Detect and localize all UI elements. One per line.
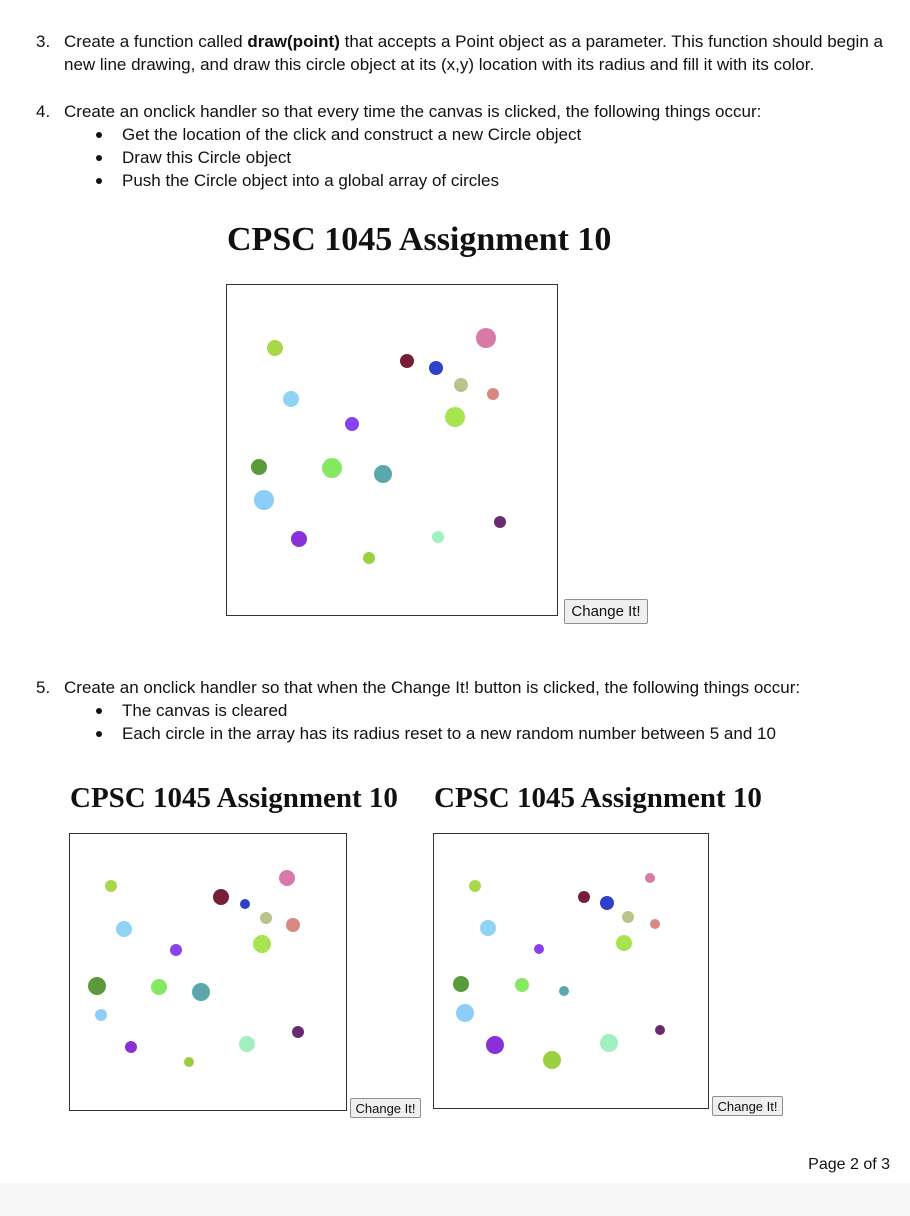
circle-1 — [105, 880, 117, 892]
step-5-bullet-list — [36, 699, 896, 745]
circle-10 — [400, 354, 414, 368]
circle-1 — [469, 880, 481, 892]
page-number: Page 2 of 3 — [808, 1156, 890, 1173]
circle-5 — [322, 458, 342, 478]
demo-3-canvas[interactable] — [433, 833, 709, 1109]
circle-11 — [240, 899, 250, 909]
step-5-bullet-1: The canvas is cleared — [122, 701, 288, 720]
circle-10 — [213, 889, 229, 905]
circle-13 — [645, 873, 655, 883]
step-4-number: 4. — [36, 102, 51, 121]
circle-12 — [454, 378, 468, 392]
circle-6 — [559, 986, 569, 996]
step-5-text: Create an onclick handler so that when the Change It! button is clicked, the following things occur: — [64, 678, 801, 697]
demo-2-change-it-button[interactable]: Change It! — [350, 1098, 421, 1118]
step-4-bullet-list — [36, 123, 896, 192]
circle-9 — [543, 1051, 561, 1069]
circle-6 — [192, 983, 210, 1001]
circle-16 — [292, 1026, 304, 1038]
circle-15 — [253, 935, 271, 953]
step-3 — [36, 30, 896, 76]
circle-4 — [88, 977, 106, 995]
circle-7 — [254, 490, 274, 510]
circle-4 — [251, 459, 267, 475]
step-5-number: 5. — [36, 678, 51, 697]
circle-2 — [116, 921, 132, 937]
demo-1-circles — [227, 285, 557, 615]
circle-7 — [95, 1009, 107, 1021]
demo-3-heading: CPSC 1045 Assignment 10 — [434, 782, 762, 814]
list-item — [36, 146, 896, 169]
circle-17 — [600, 1034, 618, 1052]
list-item — [36, 123, 896, 146]
circle-1 — [267, 340, 283, 356]
circle-13 — [476, 328, 496, 348]
circle-15 — [445, 407, 465, 427]
demo-1-canvas[interactable] — [226, 284, 558, 616]
circle-13 — [279, 870, 295, 886]
circle-8 — [125, 1041, 137, 1053]
demo-2-canvas[interactable] — [69, 833, 347, 1111]
demo-3-change-it-button[interactable]: Change It! — [712, 1096, 783, 1116]
circle-5 — [151, 979, 167, 995]
circle-5 — [515, 978, 529, 992]
circle-3 — [534, 944, 544, 954]
demo-2-heading: CPSC 1045 Assignment 10 — [70, 782, 398, 814]
step-3-function-name: draw(point) — [247, 32, 340, 51]
step-4-bullet-1: Get the location of the click and construct a new Circle object — [122, 125, 582, 144]
circle-15 — [616, 935, 632, 951]
circle-11 — [429, 361, 443, 375]
step-3-text — [64, 30, 896, 76]
step-5-bullet-2: Each circle in the array has its radius reset to a new random number between 5 and 10 — [122, 724, 776, 743]
circle-14 — [650, 919, 660, 929]
circle-8 — [486, 1036, 504, 1054]
circle-2 — [283, 391, 299, 407]
circle-9 — [363, 552, 375, 564]
circle-17 — [432, 531, 444, 543]
list-item — [36, 699, 896, 722]
circle-3 — [170, 944, 182, 956]
circle-7 — [456, 1004, 474, 1022]
circle-6 — [374, 465, 392, 483]
circle-10 — [578, 891, 590, 903]
step-4-bullet-2: Draw this Circle object — [122, 148, 292, 167]
demo-3-circles — [434, 834, 708, 1108]
demo-2-circles — [70, 834, 346, 1110]
circle-9 — [184, 1057, 194, 1067]
circle-2 — [480, 920, 496, 936]
step-3-text-after: that accepts a Point object as a parameter. This function should begin a new line drawing, and draw this circle object at its (x,y) location with its radius and fill it with its color. — [64, 32, 883, 74]
bottom-band — [0, 1183, 910, 1216]
circle-3 — [345, 417, 359, 431]
circle-11 — [600, 896, 614, 910]
step-4 — [36, 100, 896, 192]
circle-17 — [239, 1036, 255, 1052]
circle-4 — [453, 976, 469, 992]
list-item — [36, 169, 896, 192]
circle-14 — [487, 388, 499, 400]
circle-14 — [286, 918, 300, 932]
demo-1-heading: CPSC 1045 Assignment 10 — [227, 221, 612, 258]
demo-1-change-it-button[interactable]: Change It! — [564, 599, 648, 624]
circle-12 — [260, 912, 272, 924]
circle-12 — [622, 911, 634, 923]
step-4-bullet-3: Push the Circle object into a global array of circles — [122, 171, 500, 190]
step-3-text-before: Create a function called — [64, 32, 248, 51]
step-4-text: Create an onclick handler so that every time the canvas is clicked, the following things occur: — [64, 102, 762, 121]
list-item — [36, 722, 896, 745]
step-3-number: 3. — [36, 32, 51, 51]
circle-8 — [291, 531, 307, 547]
circle-16 — [655, 1025, 665, 1035]
step-5 — [36, 676, 896, 745]
circle-16 — [494, 516, 506, 528]
